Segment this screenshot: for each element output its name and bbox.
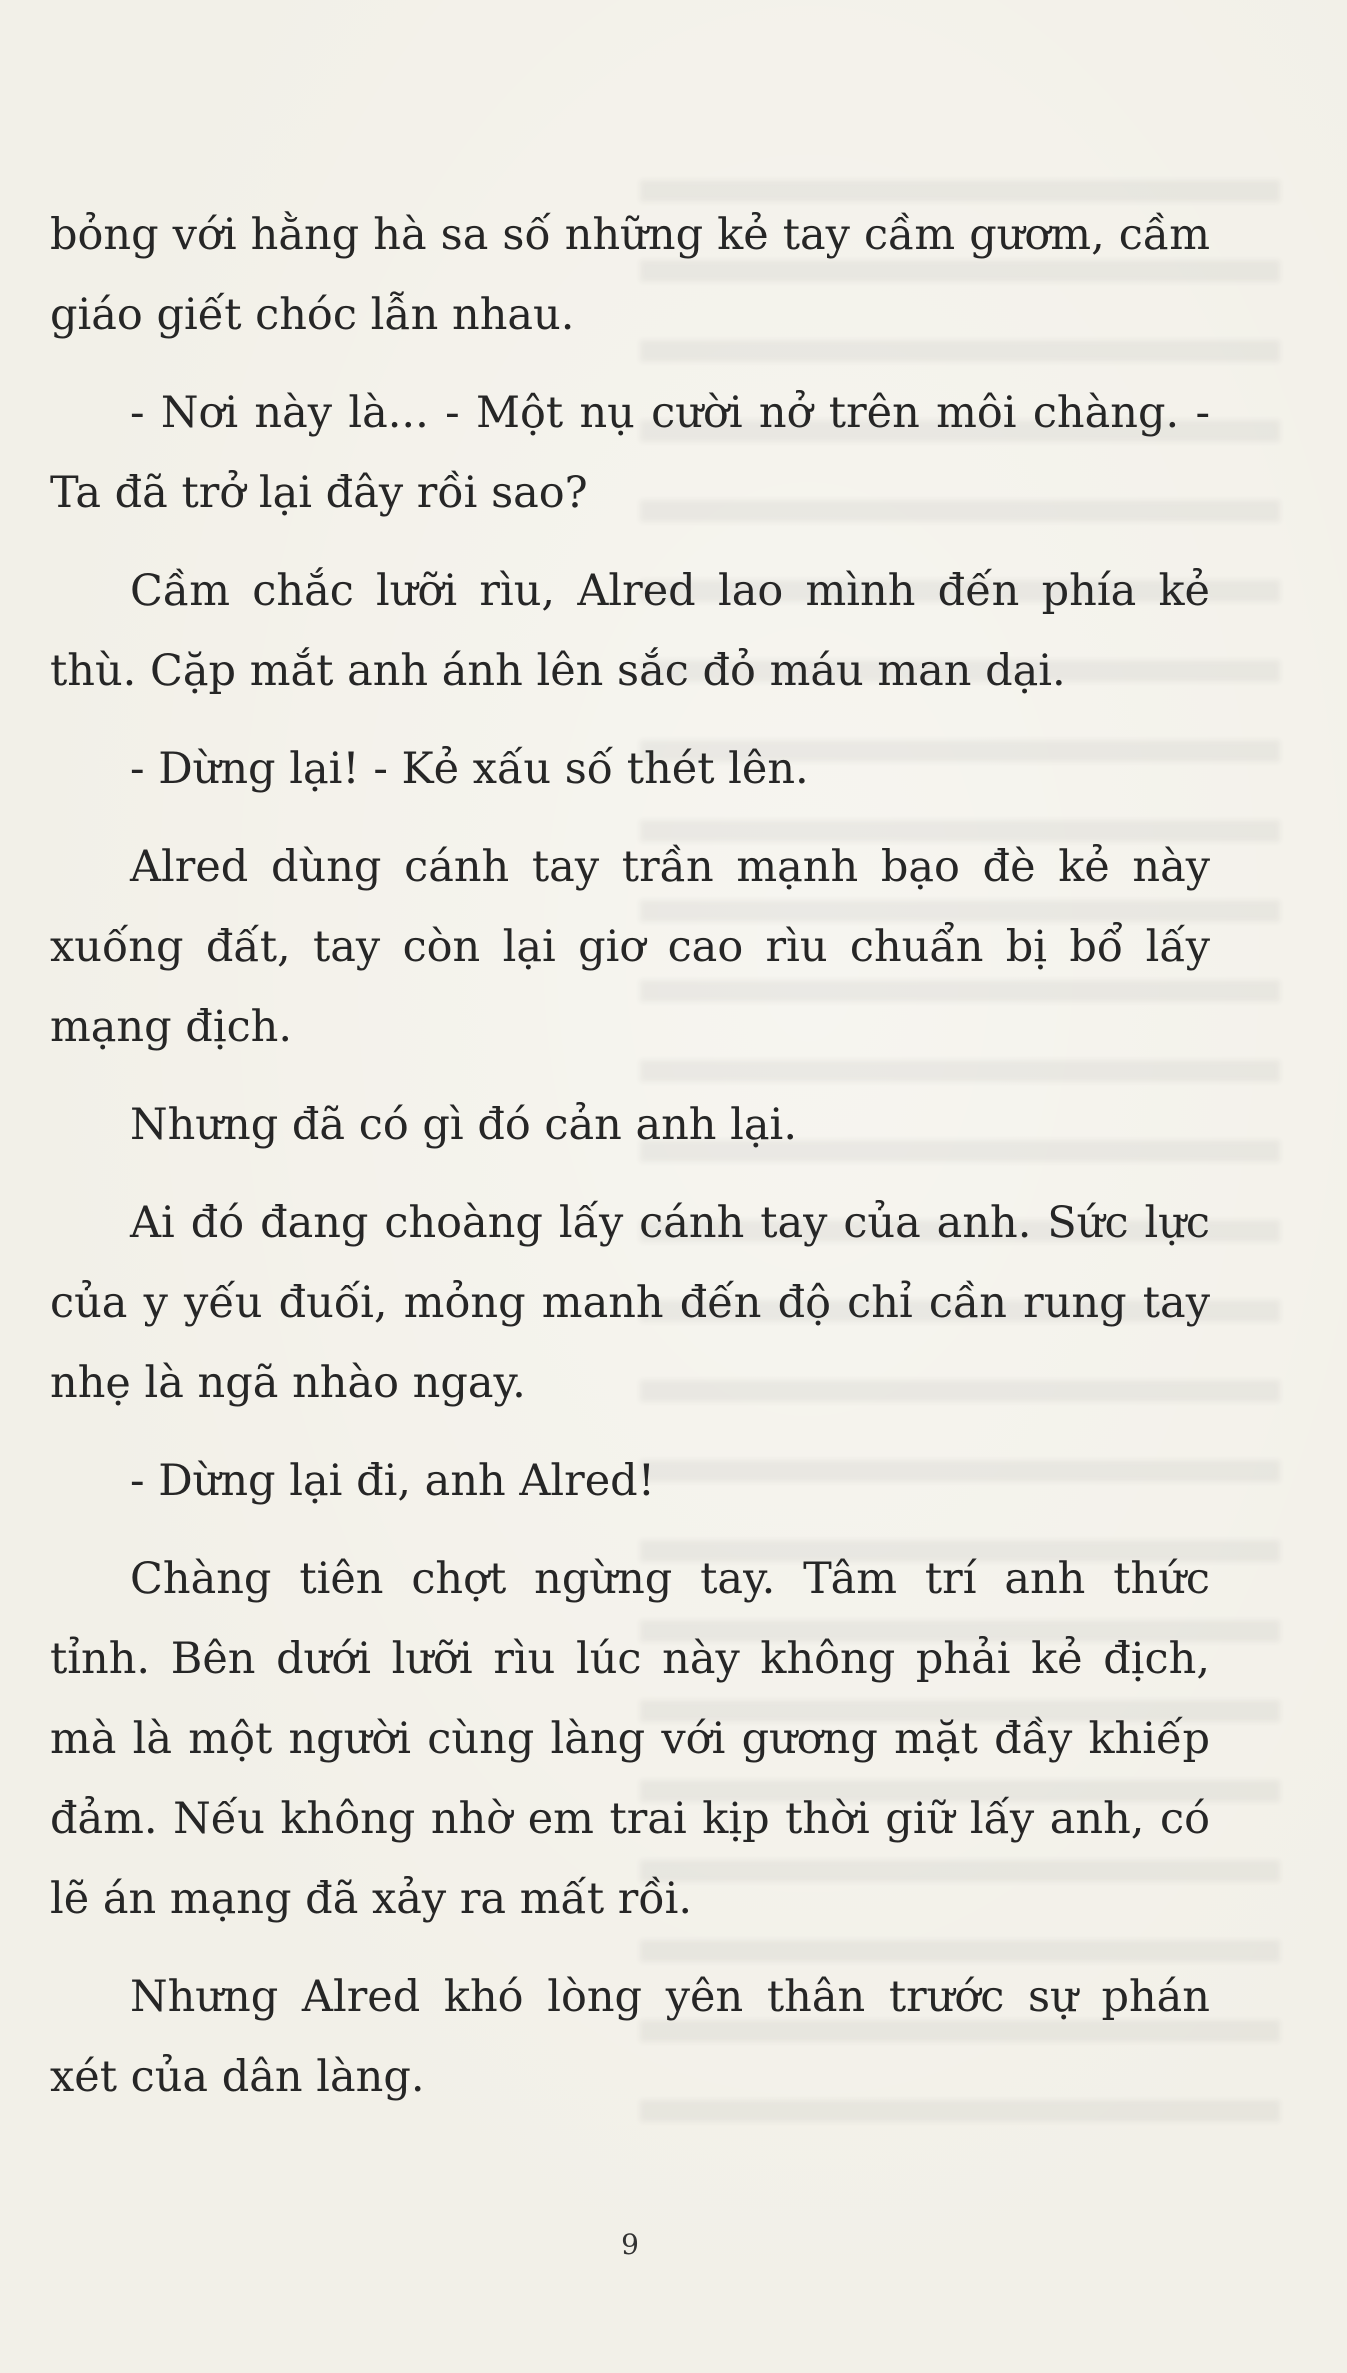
body-text	[50, 195, 1210, 2135]
paragraph-6: Nhưng đã có gì đó cản anh lại.	[130, 1100, 797, 1150]
paragraph-8: - Dừng lại đi, anh Alred!	[130, 1456, 655, 1506]
paragraph-7: Ai đó đang choàng lấy cánh tay của anh. Sức lực của y yếu đuối, mỏng manh đến độ chỉ cần rung tay nhẹ là ngã nhào ngay.	[50, 1198, 1210, 1408]
paragraph-9: Chàng tiên chợt ngừng tay. Tâm trí anh thức tỉnh. Bên dưới lưỡi rìu lúc này không phải kẻ địch, mà là một người cùng làng với gương mặt đầy khiếp đảm. Nếu không nhờ em trai kịp thời giữ lấy anh, có lẽ án mạng đã xảy ra mất rồi.	[50, 1554, 1210, 1924]
paragraph-5: Alred dùng cánh tay trần mạnh bạo đè kẻ này xuống đất, tay còn lại giơ cao rìu chuẩn bị bổ lấy mạng địch.	[50, 842, 1210, 1052]
paragraph-3: Cầm chắc lưỡi rìu, Alred lao mình đến phía kẻ thù. Cặp mắt anh ánh lên sắc đỏ máu man dại.	[50, 566, 1210, 696]
page-number: 9	[621, 2228, 639, 2261]
paragraph-10: Nhưng Alred khó lòng yên thân trước sự phán xét của dân làng.	[50, 1972, 1210, 2102]
paragraph-2: - Nơi này là... - Một nụ cười nở trên môi chàng. - Ta đã trở lại đây rồi sao?	[50, 388, 1210, 518]
paragraph-1: bỏng với hằng hà sa số những kẻ tay cầm gươm, cầm giáo giết chóc lẫn nhau.	[50, 210, 1210, 340]
paragraph-4: - Dừng lại! - Kẻ xấu số thét lên.	[130, 744, 809, 794]
